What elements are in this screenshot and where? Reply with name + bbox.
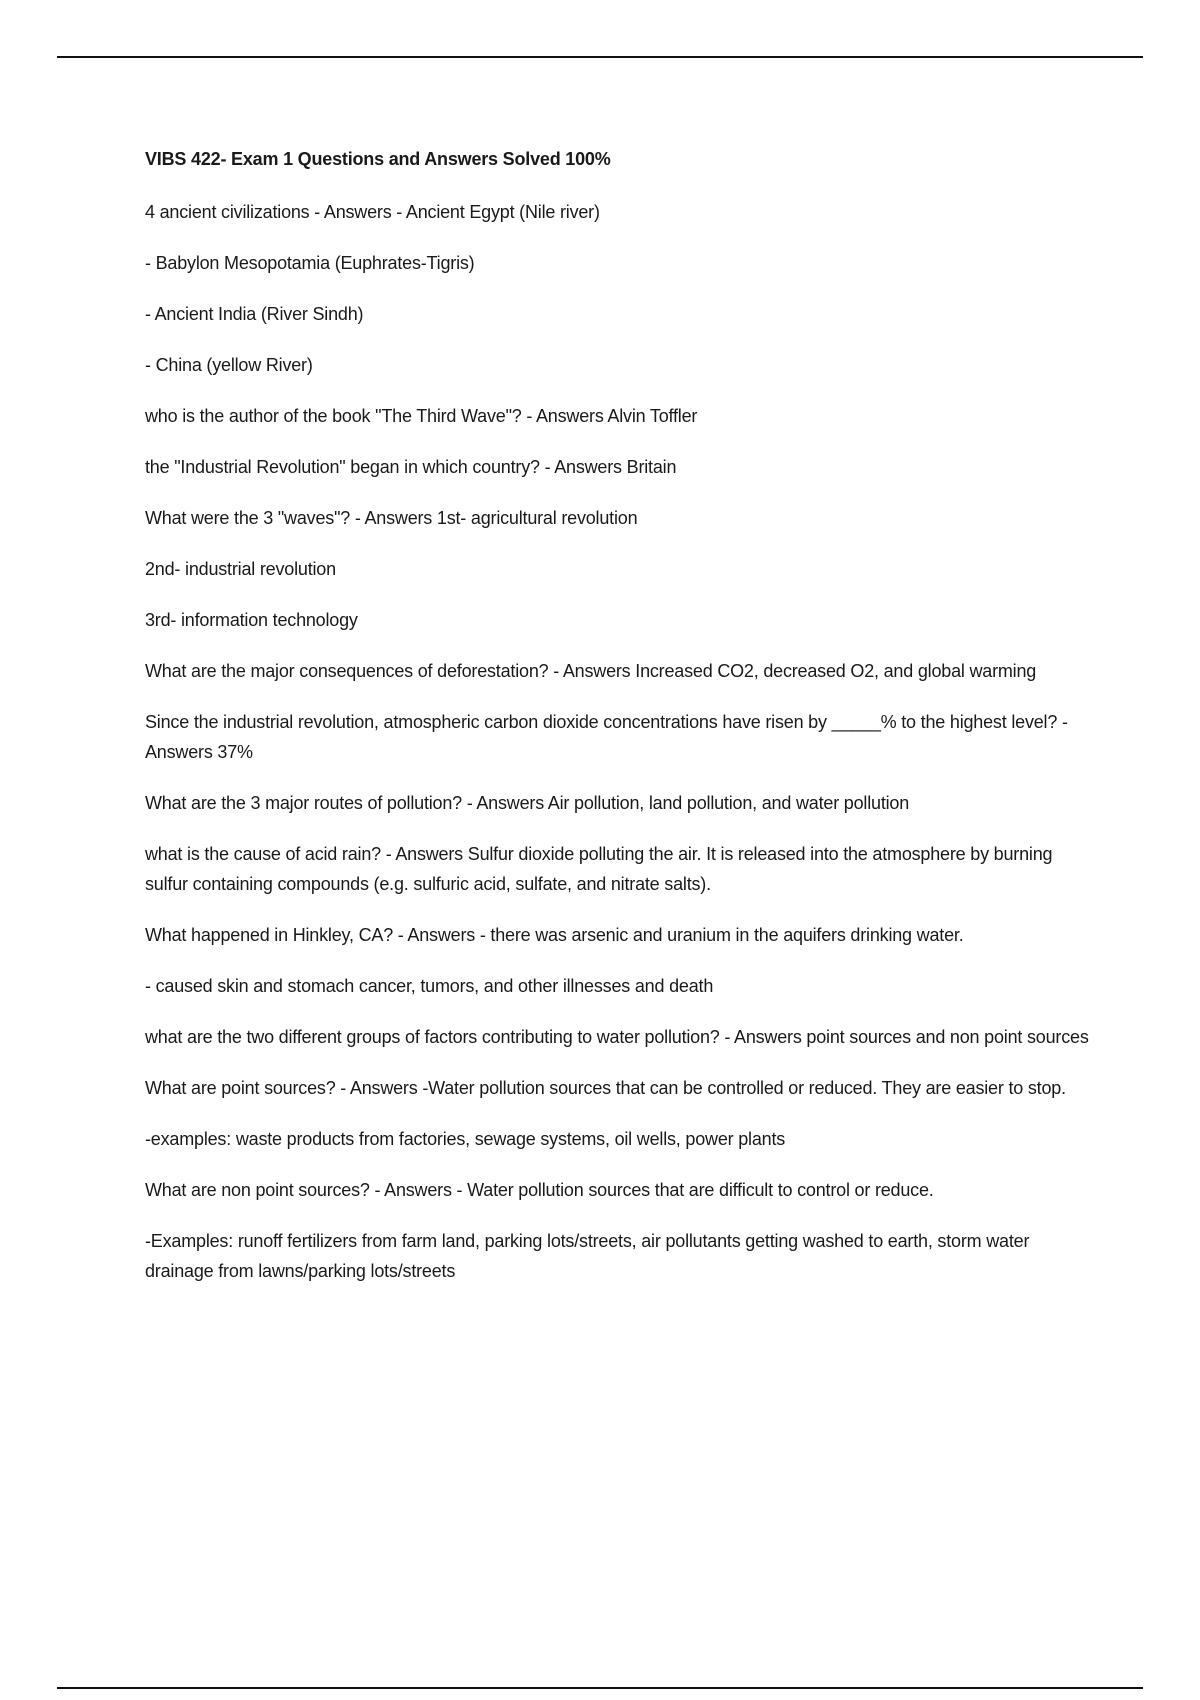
- document-title: VIBS 422- Exam 1 Questions and Answers Solved 100%: [145, 149, 611, 169]
- paragraph: What were the 3 "waves"? - Answers 1st- agricultural revolution: [145, 508, 638, 528]
- paragraph: 3rd- information technology: [145, 610, 358, 630]
- paragraph: -Examples: runoff fertilizers from farm land, parking lots/streets, air pollutants getting washed to earth, storm water drainage from lawns/parking lots/streets: [145, 1231, 1030, 1281]
- paragraph: 2nd- industrial revolution: [145, 559, 336, 579]
- document-body: [145, 146, 1090, 1307]
- paragraph: What are the 3 major routes of pollution? - Answers Air pollution, land pollution, and water pollution: [145, 793, 910, 813]
- paragraph: What are the major consequences of deforestation? - Answers Increased CO2, decreased O2, and global warming: [145, 661, 1037, 681]
- paragraph: What are non point sources? - Answers - Water pollution sources that are difficult to control or reduce.: [145, 1180, 934, 1200]
- bottom-rule: [57, 1687, 1143, 1689]
- paragraph: - China (yellow River): [145, 355, 313, 375]
- top-rule: [57, 56, 1143, 58]
- paragraph: - Babylon Mesopotamia (Euphrates-Tigris): [145, 253, 475, 273]
- paragraph: what are the two different groups of factors contributing to water pollution? - Answers point sources and non point sources: [145, 1027, 1089, 1047]
- paragraph: - Ancient India (River Sindh): [145, 304, 364, 324]
- paragraph: - caused skin and stomach cancer, tumors, and other illnesses and death: [145, 976, 714, 996]
- paragraph: who is the author of the book "The Third Wave"? - Answers Alvin Toffler: [145, 406, 698, 426]
- paragraph: -examples: waste products from factories, sewage systems, oil wells, power plants: [145, 1129, 786, 1149]
- paragraph: Since the industrial revolution, atmospheric carbon dioxide concentrations have risen by _____% to the highest level? - Answers 37%: [145, 712, 1068, 762]
- paragraph: 4 ancient civilizations - Answers - Ancient Egypt (Nile river): [145, 202, 600, 222]
- paragraph: What happened in Hinkley, CA? - Answers - there was arsenic and uranium in the aquifers drinking water.: [145, 925, 964, 945]
- paragraph: what is the cause of acid rain? - Answers Sulfur dioxide polluting the air. It is released into the atmosphere by burning sulfur containing compounds (e.g. sulfuric acid, sulfate, and nitrate salts).: [145, 844, 1053, 894]
- paragraph: the "Industrial Revolution" began in which country? - Answers Britain: [145, 457, 677, 477]
- paragraph: What are point sources? - Answers -Water pollution sources that can be controlled or reduced. They are easier to stop.: [145, 1078, 1066, 1098]
